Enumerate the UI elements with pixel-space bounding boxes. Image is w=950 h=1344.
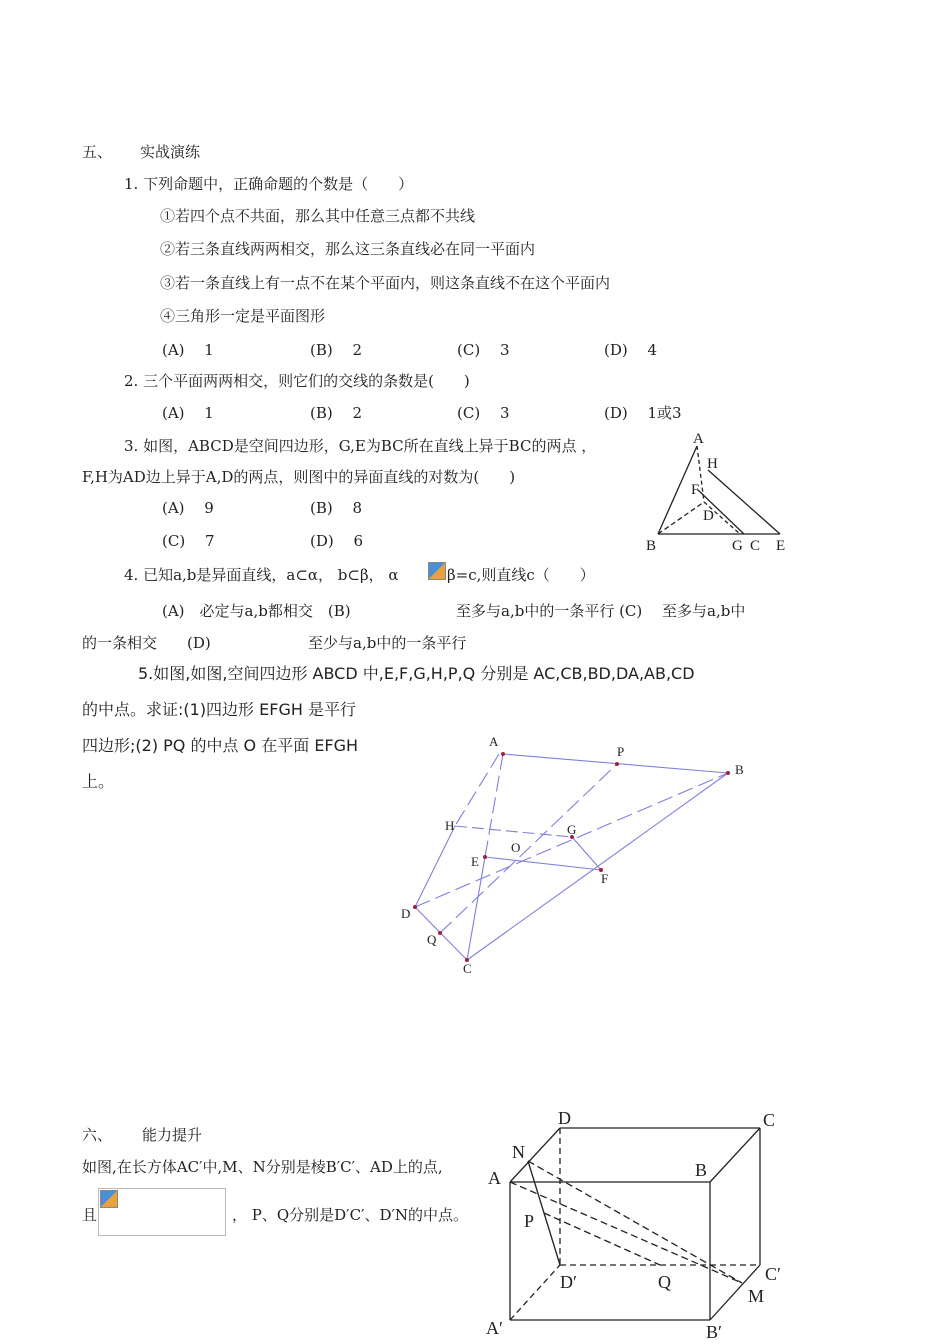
section6-line2-part2: ， P、Q分别是D′C′、D′N的中点。 bbox=[232, 1206, 469, 1224]
section5-number: 五、 bbox=[82, 143, 113, 161]
cuboid-label-p: P bbox=[524, 1211, 535, 1231]
cuboid-figure bbox=[480, 1100, 800, 1340]
q2-option-c: (C) 3 bbox=[457, 404, 510, 422]
fig5-label-e: E bbox=[471, 854, 479, 869]
q2-option-a: (A) 1 bbox=[162, 404, 214, 422]
q3-option-a: (A) 9 bbox=[162, 499, 214, 517]
q1-stem: 1. 下列命题中，正确命题的个数是（ ） bbox=[124, 175, 414, 193]
q5-line4: 上。 bbox=[82, 772, 115, 791]
cuboid-label-c-prime: C′ bbox=[765, 1264, 781, 1284]
q4-line2-part1: 的一条相交 (D) bbox=[82, 634, 211, 652]
section5-title: 实战演练 bbox=[140, 143, 201, 161]
cuboid-label-a: A bbox=[488, 1168, 501, 1188]
fig5-label-b: B bbox=[735, 762, 744, 777]
fig5-label-h: H bbox=[445, 818, 455, 833]
cuboid-label-a-prime: A′ bbox=[486, 1318, 503, 1338]
q1-item-1: ①若四个点不共面，那么其中任意三点都不共线 bbox=[160, 207, 476, 225]
q3-option-c: (C) 7 bbox=[162, 532, 215, 550]
q1-item-3: ③若一条直线上有一点不在某个平面内，则这条直线不在这个平面内 bbox=[160, 274, 611, 292]
fig3-label-d: D bbox=[703, 508, 714, 524]
fig3-label-b: B bbox=[646, 538, 657, 554]
fig5-label-f: F bbox=[601, 871, 609, 886]
q1-option-d: (D) 4 bbox=[604, 341, 658, 359]
cuboid-label-d-prime: D′ bbox=[560, 1272, 577, 1292]
fig5-label-o: O bbox=[511, 840, 521, 855]
q3-option-d: (D) 6 bbox=[310, 532, 364, 550]
fig5-label-d: D bbox=[401, 906, 411, 921]
q2-option-b: (B) 2 bbox=[310, 404, 363, 422]
q4-stem-part1: 4. 已知a,b是异面直线，a⊂α， b⊂β， α bbox=[124, 566, 399, 584]
image-placeholder bbox=[98, 1188, 226, 1236]
q1-item-4: ④三角形一定是平面图形 bbox=[160, 307, 326, 325]
q4-line1-part1: (A) 必定与a,b都相交 (B) bbox=[162, 602, 351, 620]
fig3-label-f: F bbox=[691, 482, 700, 498]
q2-stem: 2. 三个平面两两相交，则它们的交线的条数是( ) bbox=[124, 372, 470, 390]
cuboid-label-b: B bbox=[695, 1160, 708, 1180]
section6-title: 能力提升 bbox=[142, 1126, 203, 1144]
q4-line2-part2: 至少与a,b中的一条平行 bbox=[308, 634, 467, 652]
cuboid-label-d: D bbox=[558, 1108, 571, 1128]
q5-line1: 5.如图,如图,空间四边形 ABCD 中,E,F,G,H,P,Q 分别是 AC,CB,BD,DA,AB,CD bbox=[138, 664, 695, 683]
fig3-label-h: H bbox=[707, 456, 718, 472]
q1-item-2: ②若三条直线两两相交，那么这三条直线必在同一平面内 bbox=[160, 240, 536, 258]
q5-line3: 四边形;(2) PQ 的中点 O 在平面 EFGH bbox=[82, 736, 359, 755]
fig3-label-e: E bbox=[776, 538, 786, 554]
fig5-label-c: C bbox=[463, 961, 472, 976]
cuboid-label-m: M bbox=[748, 1286, 765, 1306]
broken-image-icon bbox=[100, 1190, 118, 1208]
q3-stem-line1: 3. 如图，ABCD是空间四边形，G,E为BC所在直线上异于BC的两点 ， bbox=[124, 437, 597, 455]
q1-option-b: (B) 2 bbox=[310, 341, 363, 359]
section6-line1: 如图,在长方体AC′中,M、N分别是棱B′C′、AD上的点, bbox=[82, 1158, 443, 1176]
fig3-label-g: G bbox=[732, 538, 743, 554]
q3-option-b: (B) 8 bbox=[310, 499, 363, 517]
cuboid-label-q: Q bbox=[658, 1272, 671, 1292]
q1-option-c: (C) 3 bbox=[457, 341, 510, 359]
q3-stem-line2: F,H为AD边上异于A,D的两点，则图中的异面直线的对数为( ) bbox=[82, 468, 516, 486]
fig5-label-p: P bbox=[617, 744, 625, 759]
q1-option-a: (A) 1 bbox=[162, 341, 214, 359]
cuboid-label-b-prime: B′ bbox=[706, 1322, 722, 1342]
q5-figure bbox=[395, 730, 765, 980]
section6-line2-part1: 且 bbox=[82, 1206, 98, 1224]
cuboid-label-n: N bbox=[512, 1142, 525, 1162]
fig3-label-c: C bbox=[750, 538, 761, 554]
q2-option-d: (D) 1或3 bbox=[604, 404, 682, 422]
broken-image-icon bbox=[428, 562, 446, 580]
fig3-label-a: A bbox=[693, 431, 704, 447]
q4-line1-part2: 至多与a,b中的一条平行 (C) 至多与a,b中 bbox=[456, 602, 746, 620]
section6-number: 六、 bbox=[82, 1126, 113, 1144]
q5-line2: 的中点。求证:(1)四边形 EFGH 是平行 bbox=[82, 700, 356, 719]
q4-stem-part2: β=c,则直线c（ ） bbox=[447, 566, 595, 584]
fig5-label-q: Q bbox=[427, 932, 437, 947]
q3-figure bbox=[640, 430, 800, 555]
fig5-label-a: A bbox=[489, 734, 499, 749]
cuboid-label-c: C bbox=[763, 1110, 776, 1130]
fig5-label-g: G bbox=[567, 822, 577, 837]
